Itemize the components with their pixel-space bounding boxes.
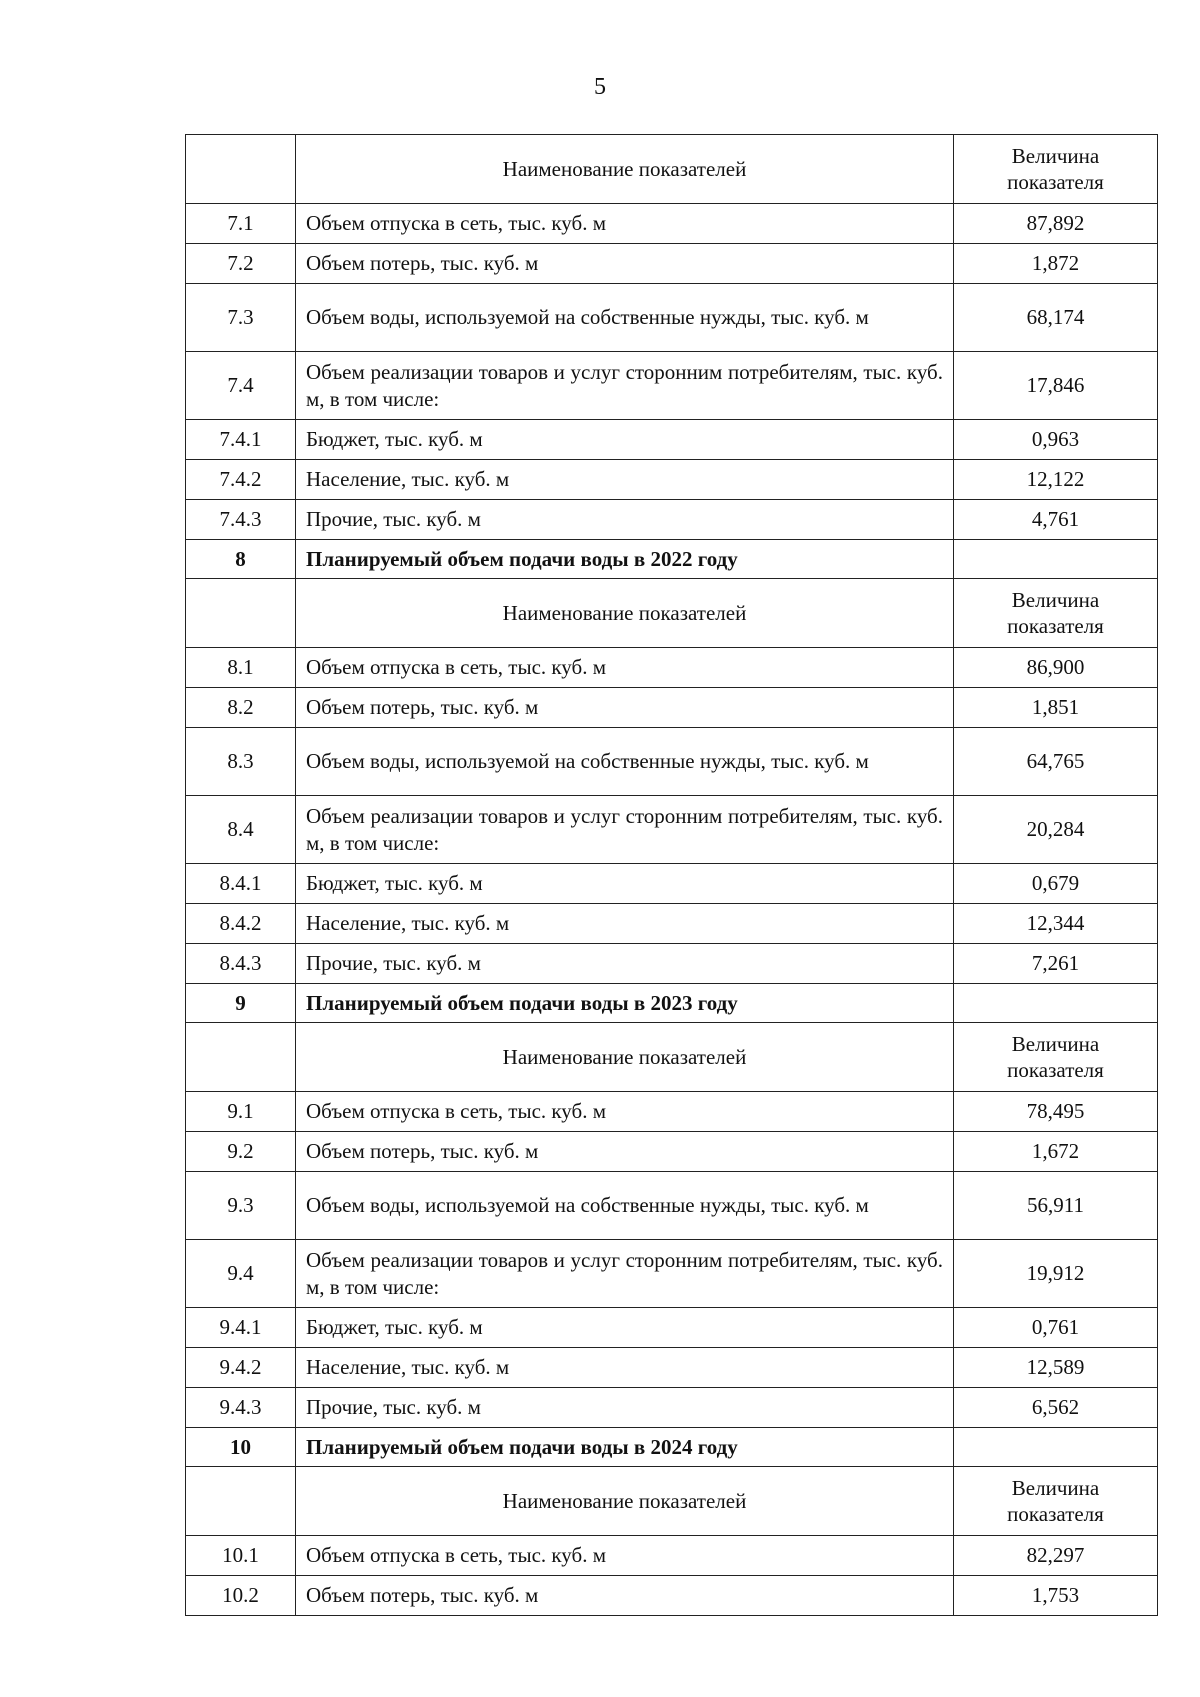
- row-name: Объем воды, используемой на собственные нужды, тыс. куб. м: [296, 284, 954, 352]
- row-name: Объем воды, используемой на собственные нужды, тыс. куб. м: [296, 1172, 954, 1240]
- row-value: 0,963: [954, 420, 1158, 460]
- page-number: 5: [594, 74, 606, 100]
- table-row: [186, 688, 1158, 728]
- row-number: 9.4: [186, 1240, 296, 1308]
- row-number: 9.4.2: [186, 1348, 296, 1388]
- section-title: Планируемый объем подачи воды в 2023 году: [296, 984, 954, 1023]
- row-name: Объем воды, используемой на собственные нужды, тыс. куб. м: [296, 728, 954, 796]
- table-row: [186, 244, 1158, 284]
- table-row: [186, 944, 1158, 984]
- header-num-cell: [186, 1467, 296, 1536]
- row-value: 7,261: [954, 944, 1158, 984]
- row-number: 9.4.3: [186, 1388, 296, 1428]
- row-value: 12,589: [954, 1348, 1158, 1388]
- row-name: Объем потерь, тыс. куб. м: [296, 1576, 954, 1616]
- row-name: Объем реализации товаров и услуг сторонним потребителям, тыс. куб. м, в том числе:: [296, 796, 954, 864]
- row-number: 8.3: [186, 728, 296, 796]
- table-header-row: [186, 135, 1158, 204]
- table-body: [186, 135, 1158, 1616]
- table-row: [186, 1240, 1158, 1308]
- table-row: [186, 904, 1158, 944]
- section-number: 8: [186, 540, 296, 579]
- header-num-cell: [186, 1023, 296, 1092]
- row-value: 1,872: [954, 244, 1158, 284]
- header-name-cell: Наименование показателей: [296, 1467, 954, 1536]
- table-row: [186, 648, 1158, 688]
- header-value-cell: Величина показателя: [954, 579, 1158, 648]
- row-number: 8.1: [186, 648, 296, 688]
- section-number: 10: [186, 1428, 296, 1467]
- row-number: 8.4: [186, 796, 296, 864]
- header-value-cell: Величина показателя: [954, 1467, 1158, 1536]
- row-value: 4,761: [954, 500, 1158, 540]
- header-name-cell: Наименование показателей: [296, 579, 954, 648]
- row-number: 7.2: [186, 244, 296, 284]
- row-value: 20,284: [954, 796, 1158, 864]
- section-empty-cell: [954, 984, 1158, 1023]
- row-value: 56,911: [954, 1172, 1158, 1240]
- table-header-row: [186, 1467, 1158, 1536]
- row-name: Население, тыс. куб. м: [296, 1348, 954, 1388]
- row-value: 19,912: [954, 1240, 1158, 1308]
- row-name: Бюджет, тыс. куб. м: [296, 864, 954, 904]
- header-num-cell: [186, 579, 296, 648]
- table-row: [186, 500, 1158, 540]
- row-number: 10.2: [186, 1576, 296, 1616]
- row-name: Прочие, тыс. куб. м: [296, 500, 954, 540]
- row-value: 68,174: [954, 284, 1158, 352]
- header-value-cell: Величина показателя: [954, 135, 1158, 204]
- row-value: 82,297: [954, 1536, 1158, 1576]
- section-empty-cell: [954, 1428, 1158, 1467]
- row-value: 6,562: [954, 1388, 1158, 1428]
- row-name: Объем отпуска в сеть, тыс. куб. м: [296, 648, 954, 688]
- row-value: 1,851: [954, 688, 1158, 728]
- row-number: 7.1: [186, 204, 296, 244]
- row-number: 7.4: [186, 352, 296, 420]
- row-name: Объем отпуска в сеть, тыс. куб. м: [296, 1536, 954, 1576]
- row-name: Бюджет, тыс. куб. м: [296, 420, 954, 460]
- row-value: 87,892: [954, 204, 1158, 244]
- section-title: Планируемый объем подачи воды в 2022 году: [296, 540, 954, 579]
- row-number: 9.4.1: [186, 1308, 296, 1348]
- row-number: 8.4.2: [186, 904, 296, 944]
- table-row: [186, 204, 1158, 244]
- table-row: [186, 728, 1158, 796]
- header-value-cell: Величина показателя: [954, 1023, 1158, 1092]
- table-row: [186, 1308, 1158, 1348]
- table-row: [186, 796, 1158, 864]
- table-header-row: [186, 579, 1158, 648]
- header-num-cell: [186, 135, 296, 204]
- row-name: Объем потерь, тыс. куб. м: [296, 688, 954, 728]
- row-number: 7.4.1: [186, 420, 296, 460]
- table-row: [186, 352, 1158, 420]
- table-row: [186, 1536, 1158, 1576]
- row-number: 7.3: [186, 284, 296, 352]
- row-number: 9.3: [186, 1172, 296, 1240]
- header-name-cell: Наименование показателей: [296, 1023, 954, 1092]
- header-name-cell: Наименование показателей: [296, 135, 954, 204]
- table-row: [186, 1172, 1158, 1240]
- row-number: 7.4.3: [186, 500, 296, 540]
- row-value: 64,765: [954, 728, 1158, 796]
- table-row: [186, 284, 1158, 352]
- row-name: Объем реализации товаров и услуг сторонним потребителям, тыс. куб. м, в том числе:: [296, 1240, 954, 1308]
- water-supply-table: [185, 134, 1158, 1616]
- row-value: 78,495: [954, 1092, 1158, 1132]
- row-value: 1,672: [954, 1132, 1158, 1172]
- row-value: 17,846: [954, 352, 1158, 420]
- row-name: Население, тыс. куб. м: [296, 460, 954, 500]
- table-header-row: [186, 1023, 1158, 1092]
- table-row: [186, 1092, 1158, 1132]
- row-name: Объем потерь, тыс. куб. м: [296, 244, 954, 284]
- row-name: Прочие, тыс. куб. м: [296, 944, 954, 984]
- row-value: 1,753: [954, 1576, 1158, 1616]
- row-number: 9.1: [186, 1092, 296, 1132]
- table-row: [186, 1576, 1158, 1616]
- table-row: [186, 1348, 1158, 1388]
- row-number: 10.1: [186, 1536, 296, 1576]
- row-number: 8.4.3: [186, 944, 296, 984]
- section-row: [186, 984, 1158, 1023]
- row-value: 86,900: [954, 648, 1158, 688]
- row-name: Бюджет, тыс. куб. м: [296, 1308, 954, 1348]
- row-number: 8.2: [186, 688, 296, 728]
- section-number: 9: [186, 984, 296, 1023]
- row-name: Объем отпуска в сеть, тыс. куб. м: [296, 204, 954, 244]
- row-number: 7.4.2: [186, 460, 296, 500]
- row-name: Объем отпуска в сеть, тыс. куб. м: [296, 1092, 954, 1132]
- row-value: 0,761: [954, 1308, 1158, 1348]
- table-row: [186, 460, 1158, 500]
- row-name: Прочие, тыс. куб. м: [296, 1388, 954, 1428]
- row-value: 0,679: [954, 864, 1158, 904]
- row-name: Объем реализации товаров и услуг сторонним потребителям, тыс. куб. м, в том числе:: [296, 352, 954, 420]
- section-row: [186, 540, 1158, 579]
- table-row: [186, 420, 1158, 460]
- row-name: Объем потерь, тыс. куб. м: [296, 1132, 954, 1172]
- row-value: 12,344: [954, 904, 1158, 944]
- table-row: [186, 864, 1158, 904]
- table-row: [186, 1132, 1158, 1172]
- section-empty-cell: [954, 540, 1158, 579]
- row-number: 9.2: [186, 1132, 296, 1172]
- row-name: Население, тыс. куб. м: [296, 904, 954, 944]
- row-value: 12,122: [954, 460, 1158, 500]
- section-row: [186, 1428, 1158, 1467]
- row-number: 8.4.1: [186, 864, 296, 904]
- section-title: Планируемый объем подачи воды в 2024 году: [296, 1428, 954, 1467]
- table-row: [186, 1388, 1158, 1428]
